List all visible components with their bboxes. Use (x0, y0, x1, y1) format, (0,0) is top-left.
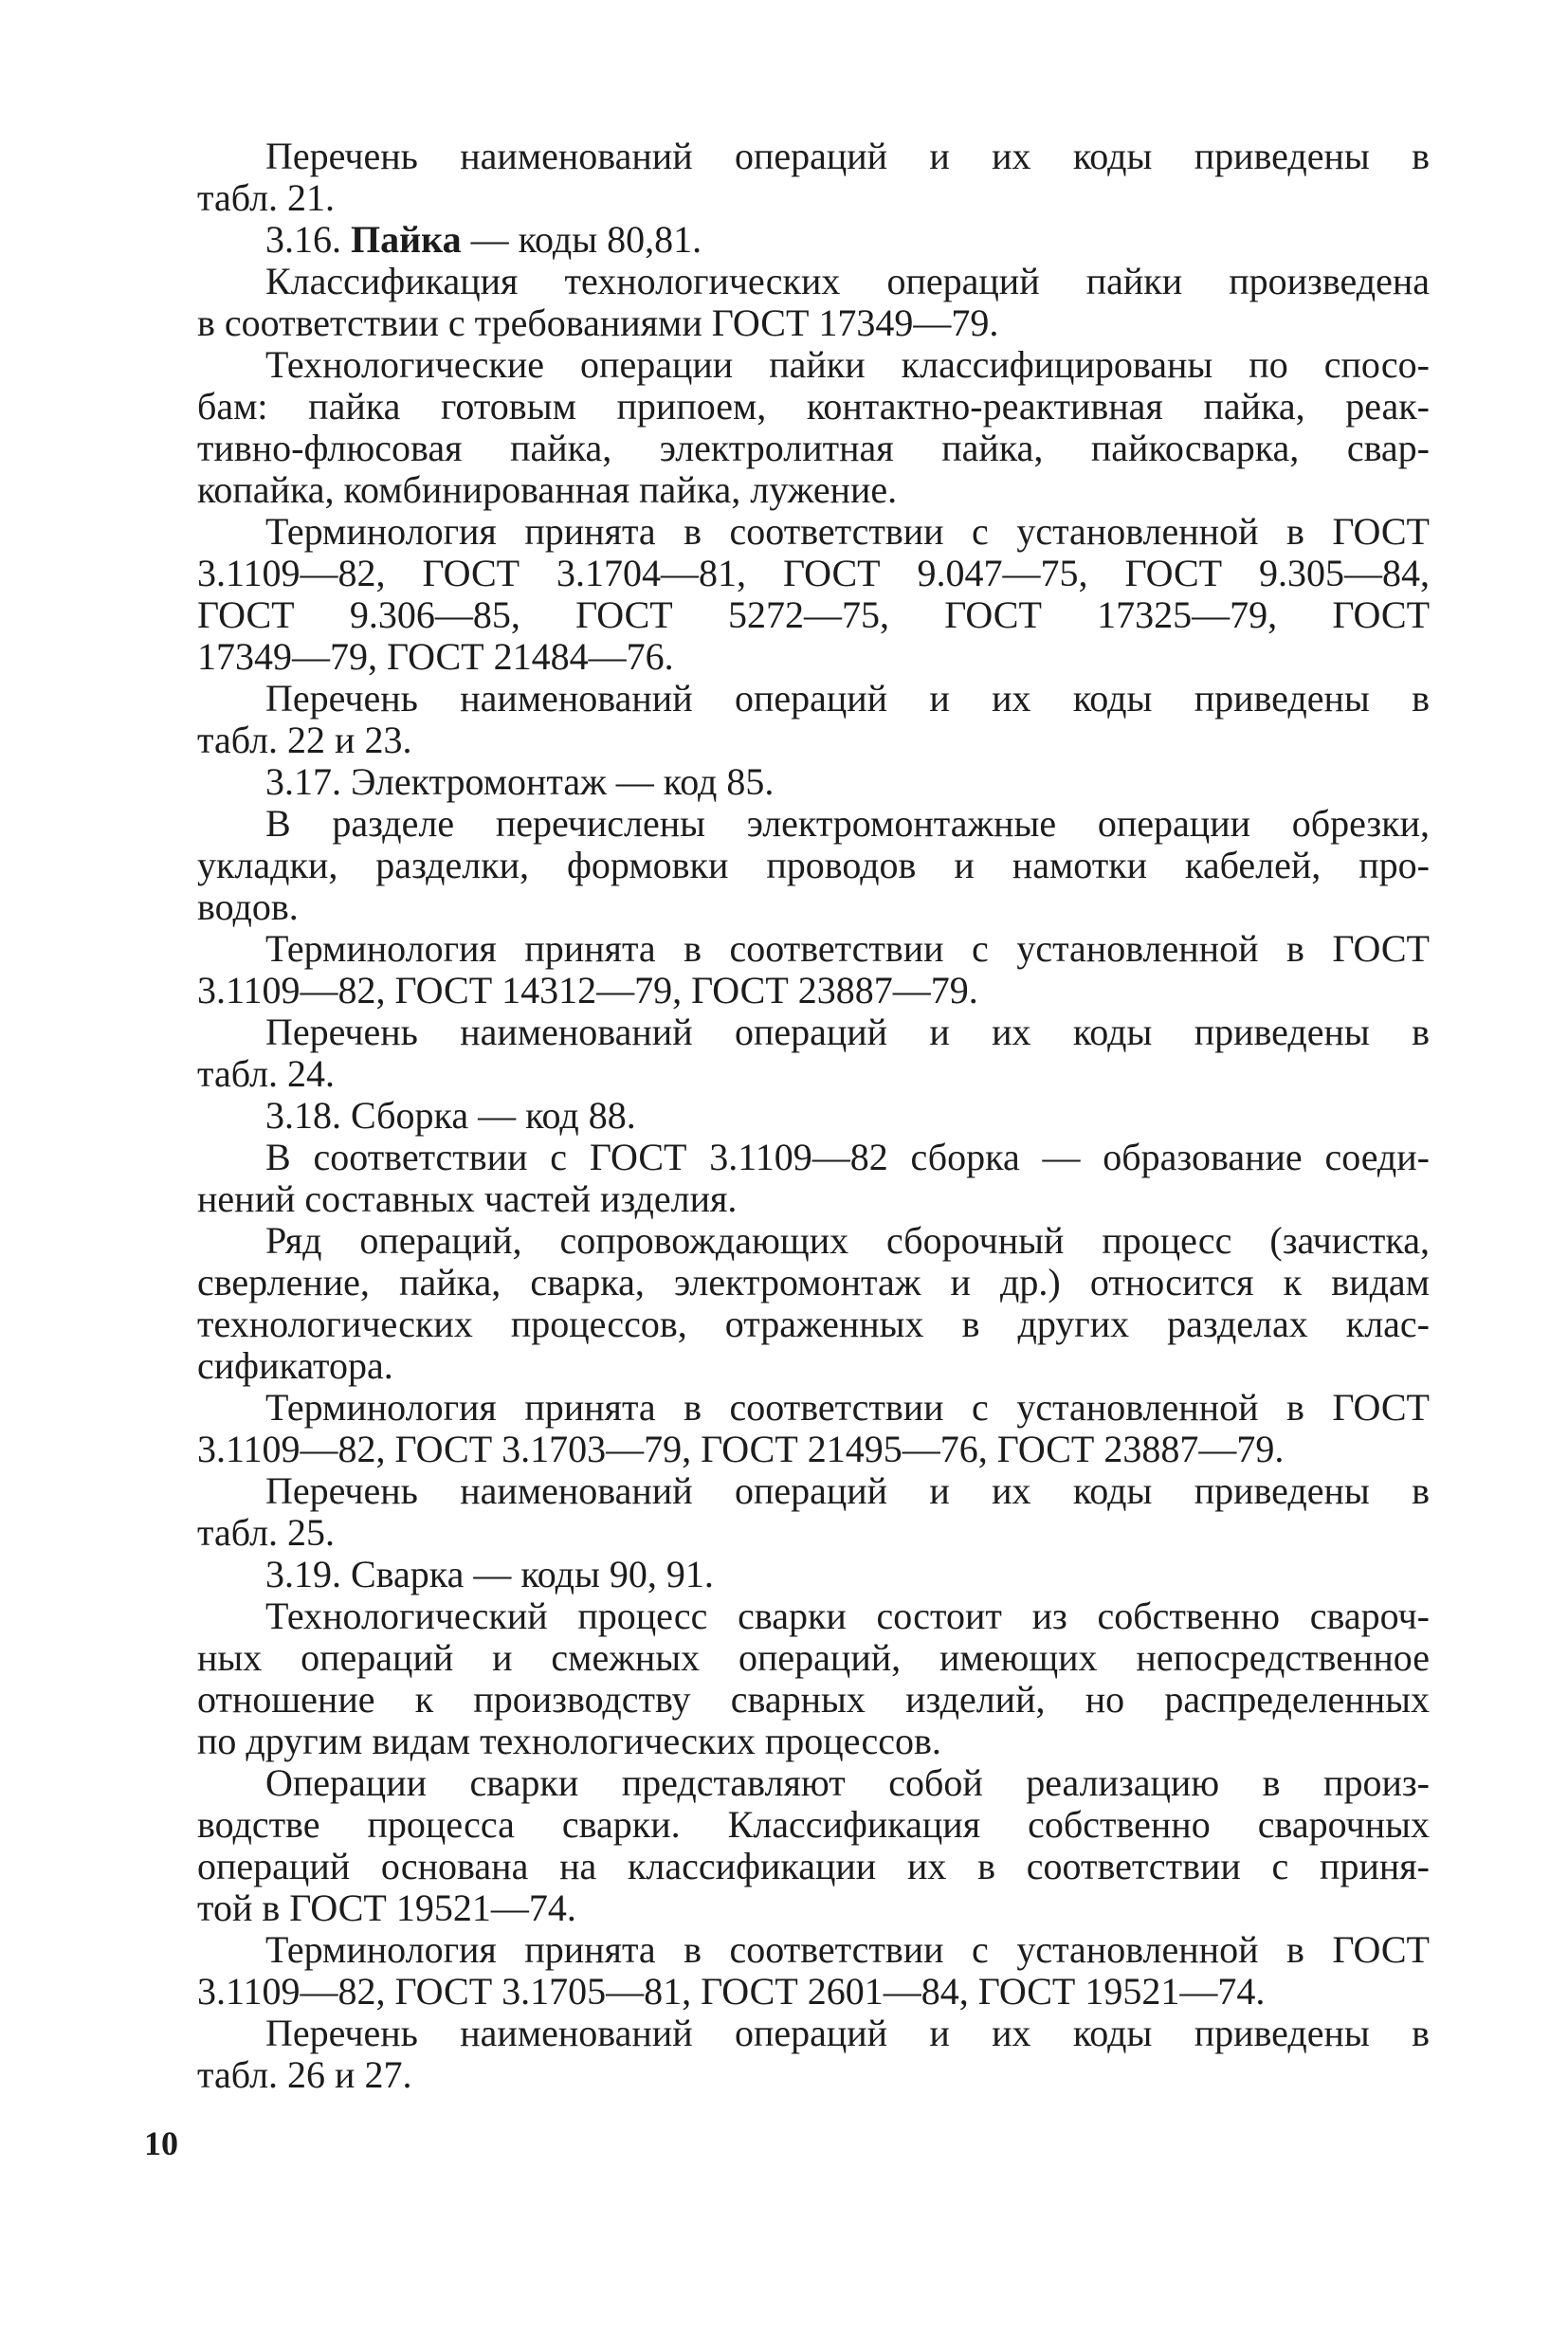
paragraph (197, 344, 1430, 511)
text-line: 3.17. Электромонтаж — код 85. (265, 760, 775, 803)
text-line: Перечень наименований операций и их коды приведены в (265, 135, 1430, 177)
text-line: той в ГОСТ 19521—74. (197, 1886, 576, 1929)
text-line: В соответствии с ГОСТ 3.1109—82 сборка — образование соеди- (265, 1136, 1430, 1178)
page-number: 10 (144, 2124, 178, 2162)
text-line: укладки, разделки, формовки проводов и намотки кабелей, про- (197, 844, 1430, 886)
section-heading (197, 761, 1430, 803)
paragraph (197, 261, 1430, 344)
text-line: табл. 26 и 27. (197, 2053, 412, 2096)
paragraph (197, 1220, 1430, 1387)
text-line: 3.19. Сварка — коды 90, 91. (265, 1553, 714, 1595)
text-line: Классификация технологических операций пайки произведена (265, 260, 1430, 302)
text-line: 17349—79, ГОСТ 21484—76. (197, 635, 674, 678)
text-line: табл. 21. (197, 176, 336, 219)
section-heading (197, 219, 1430, 261)
text-line: Перечень наименований операций и их коды приведены в (265, 2012, 1430, 2054)
text-line: сверление, пайка, сварка, электромонтаж и др.) относится к видам (197, 1261, 1430, 1303)
text-line: Операции сварки представляют собой реализацию в произ- (265, 1761, 1430, 1804)
text-line: бам: пайка готовым припоем, контактно-реактивная пайка, реак- (197, 385, 1430, 428)
paragraph (197, 678, 1430, 761)
paragraph (197, 1929, 1430, 2013)
text-line: 3.1109—82, ГОСТ 14312—79, ГОСТ 23887—79. (197, 969, 978, 1011)
text-line: технологических процессов, отраженных в других разделах клас- (197, 1303, 1430, 1345)
paragraph (197, 1137, 1430, 1220)
text-line: Перечень наименований операций и их коды приведены в (265, 677, 1430, 720)
paragraph (197, 1387, 1430, 1470)
text-line: табл. 22 и 23. (197, 719, 412, 761)
paragraph (197, 928, 1430, 1011)
paragraph (197, 1470, 1430, 1554)
document-page (197, 136, 1430, 2096)
text-line: водстве процесса сварки. Классификация собственно сварочных (197, 1803, 1430, 1846)
text-line: сификатора. (197, 1344, 393, 1387)
paragraph (197, 1595, 1430, 1762)
text-line: Терминология принята в соответствии с установленной в ГОСТ (265, 510, 1430, 553)
text-line: табл. 25. (197, 1511, 336, 1554)
text-line: в соответствии с требованиями ГОСТ 17349—79. (197, 301, 999, 344)
section-heading (197, 1095, 1430, 1137)
paragraph (197, 1762, 1430, 1929)
text-line: по другим видам технологических процессов. (197, 1720, 941, 1762)
paragraph (197, 803, 1430, 928)
document-body (197, 136, 1430, 2096)
text-line: Перечень наименований операций и их коды приведены в (265, 1469, 1430, 1512)
text-line: 3.16. Пайка — коды 80,81. (265, 218, 702, 261)
paragraph (197, 2013, 1430, 2096)
text-line: Ряд операций, сопровождающих сборочный процесс (зачистка, (265, 1219, 1430, 1262)
text-line: 3.1109—82, ГОСТ 3.1705—81, ГОСТ 2601—84, ГОСТ 19521—74. (197, 1970, 1266, 2013)
text-line: ГОСТ 9.306—85, ГОСТ 5272—75, ГОСТ 17325—79, ГОСТ (197, 593, 1430, 636)
text-line: Терминология принята в соответствии с установленной в ГОСТ (265, 1386, 1430, 1429)
text-line: Технологический процесс сварки состоит из собственно свароч- (265, 1595, 1430, 1637)
paragraph (197, 511, 1430, 678)
text-line: В разделе перечислены электромонтажные операции обрезки, (265, 802, 1430, 845)
text-line: 3.1109—82, ГОСТ 3.1703—79, ГОСТ 21495—76, ГОСТ 23887—79. (197, 1428, 1285, 1470)
paragraph (197, 136, 1430, 219)
section-heading (197, 1554, 1430, 1595)
text-line: Терминология принята в соответствии с установленной в ГОСТ (265, 927, 1430, 970)
text-line: Перечень наименований операций и их коды приведены в (265, 1011, 1430, 1053)
text-line: Терминология принята в соответствии с установленной в ГОСТ (265, 1928, 1430, 1971)
text-line: 3.18. Сборка — код 88. (265, 1094, 636, 1137)
paragraph (197, 1011, 1430, 1095)
text-line: тивно-флюсовая пайка, электролитная пайка, пайкосварка, свар- (197, 427, 1430, 469)
text-line: табл. 24. (197, 1052, 336, 1095)
bold-term: Пайка (351, 218, 462, 261)
text-line: ных операций и смежных операций, имеющих непосредственное (197, 1636, 1430, 1679)
text-line: отношение к производству сварных изделий, но распределенных (197, 1678, 1430, 1721)
text-line: операций основана на классификации их в соответствии с приня- (197, 1845, 1430, 1887)
text-line: Технологические операции пайки классифицированы по спосо- (265, 343, 1430, 386)
text-line: 3.1109—82, ГОСТ 3.1704—81, ГОСТ 9.047—75, ГОСТ 9.305—84, (197, 552, 1430, 594)
text-line: копайка, комбинированная пайка, лужение. (197, 468, 898, 511)
text-line: водов. (197, 885, 299, 928)
text-line: нений составных частей изделия. (197, 1177, 738, 1220)
